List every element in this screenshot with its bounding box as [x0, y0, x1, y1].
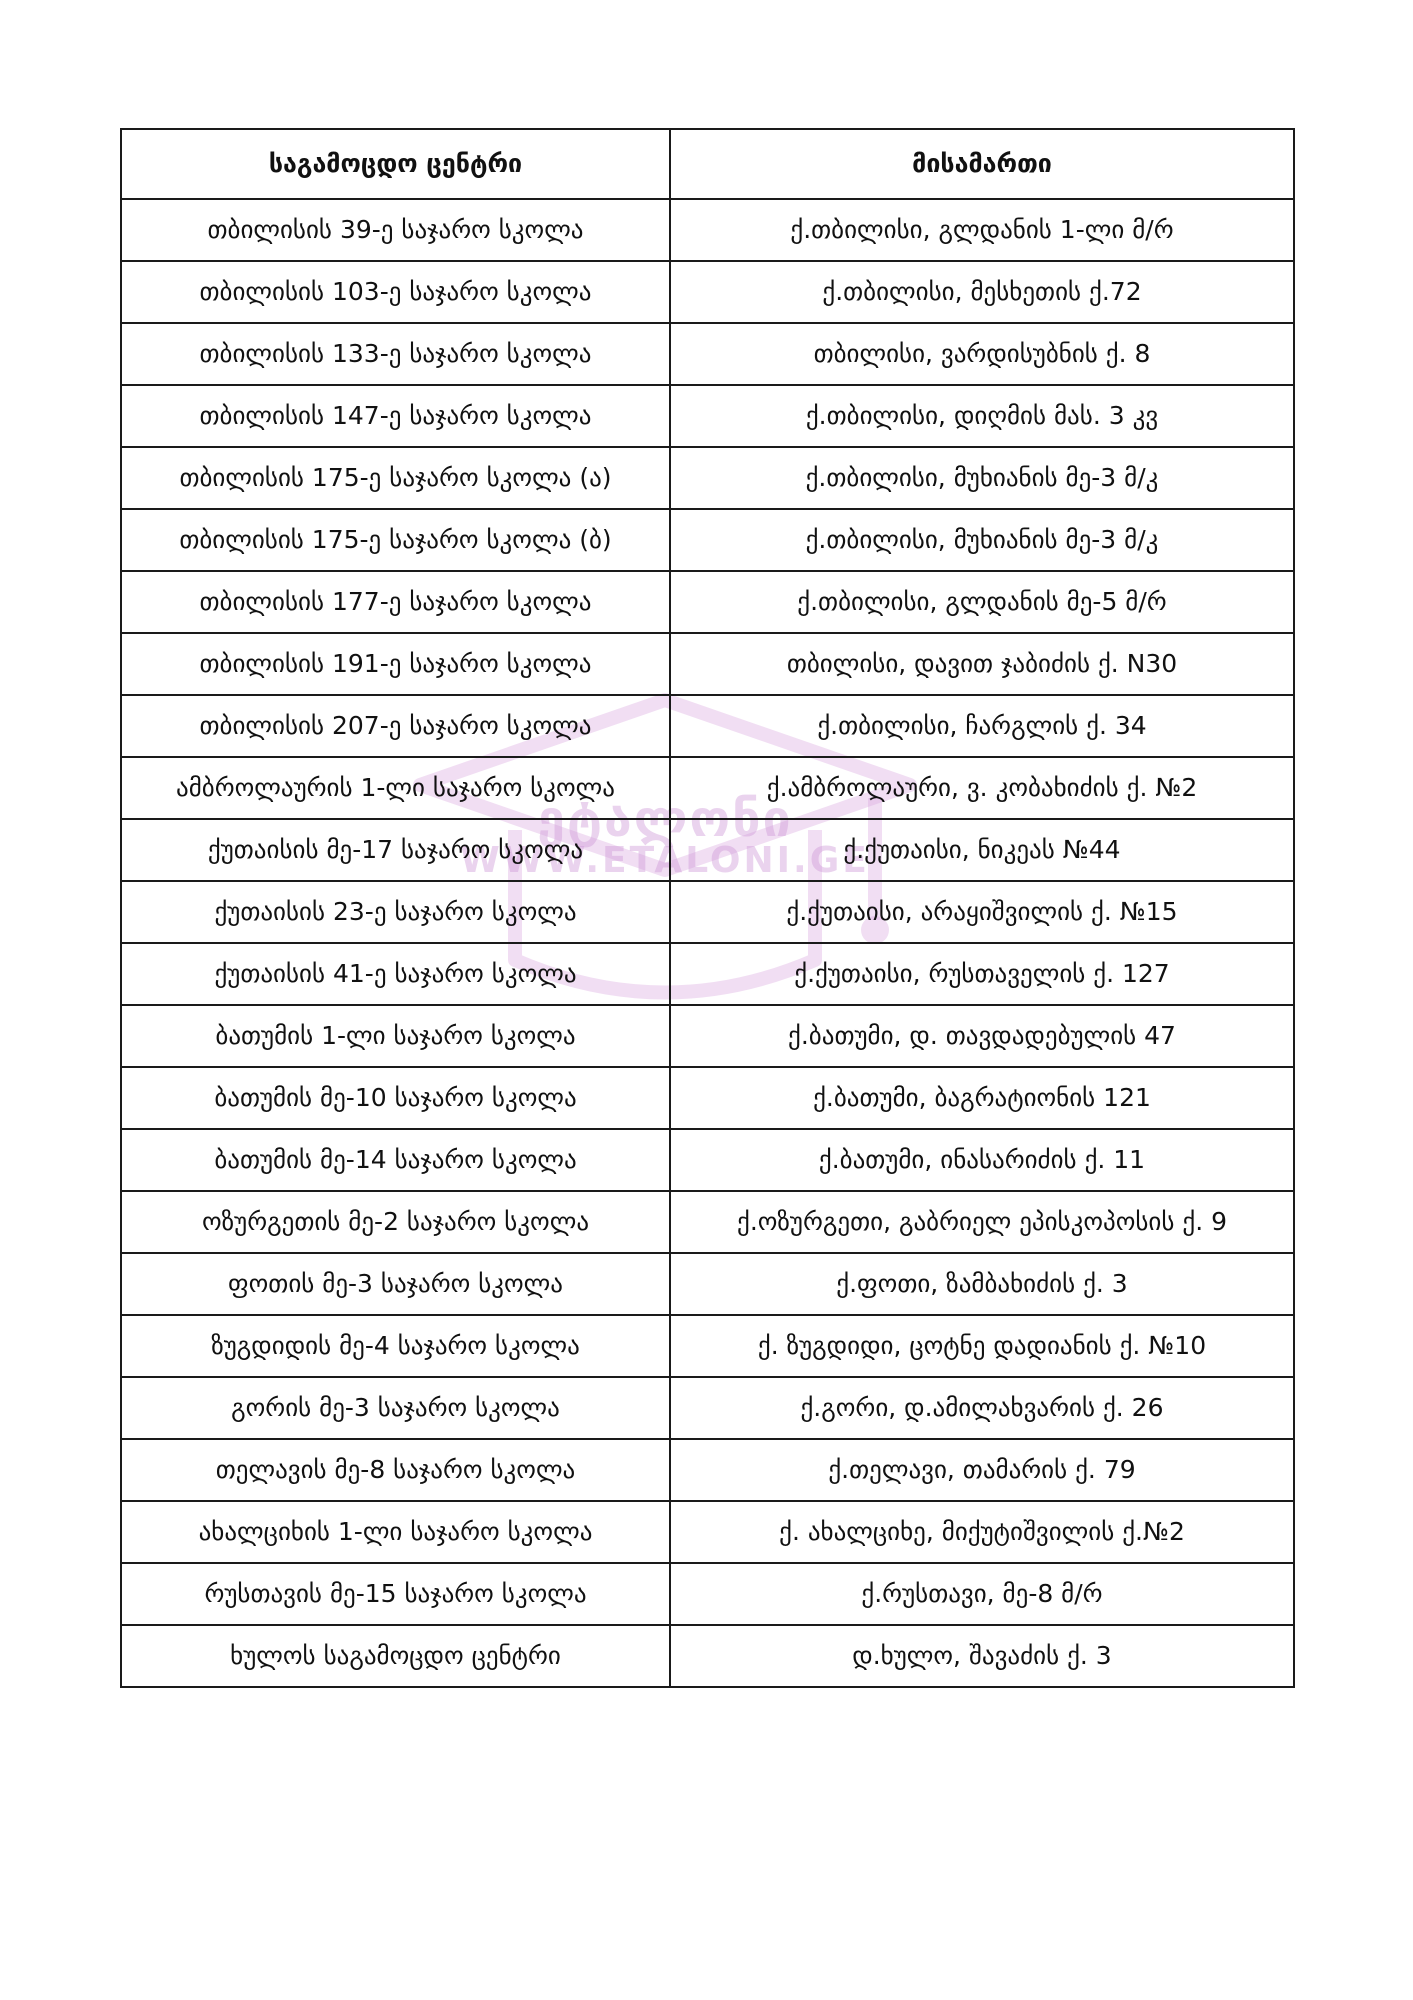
table-row — [121, 819, 1294, 881]
cell-exam-center: რუსთავის მე-15 საჯარო სკოლა — [121, 1563, 670, 1625]
cell-exam-center: ზუგდიდის მე-4 საჯარო სკოლა — [121, 1315, 670, 1377]
cell-address: ქ.ბათუმი, ბაგრატიონის 121 — [670, 1067, 1294, 1129]
cell-exam-center: ამბროლაურის 1-ლი საჯარო სკოლა — [121, 757, 670, 819]
table-row — [121, 1377, 1294, 1439]
cell-address: ქ.ქუთაისი, არაყიშვილის ქ. №15 — [670, 881, 1294, 943]
cell-address: ქ.თელავი, თამარის ქ. 79 — [670, 1439, 1294, 1501]
cell-exam-center: ფოთის მე-3 საჯარო სკოლა — [121, 1253, 670, 1315]
table-row — [121, 633, 1294, 695]
cell-address: თბილისი, დავით ჯაბიძის ქ. N30 — [670, 633, 1294, 695]
table-row — [121, 943, 1294, 1005]
table-row — [121, 1129, 1294, 1191]
table-row — [121, 447, 1294, 509]
cell-address: ქ.რუსთავი, მე-8 მ/რ — [670, 1563, 1294, 1625]
table-row — [121, 571, 1294, 633]
cell-address: ქ.ამბროლაური, ვ. კობახიძის ქ. №2 — [670, 757, 1294, 819]
cell-exam-center: თელავის მე-8 საჯარო სკოლა — [121, 1439, 670, 1501]
cell-address: ქ.ქუთაისი, რუსთაველის ქ. 127 — [670, 943, 1294, 1005]
cell-exam-center: ქუთაისის 23-ე საჯარო სკოლა — [121, 881, 670, 943]
table-row — [121, 1005, 1294, 1067]
table-row — [121, 1625, 1294, 1687]
cell-address: ქ.თბილისი, მესხეთის ქ.72 — [670, 261, 1294, 323]
column-header-address: მისამართი — [670, 129, 1294, 199]
table-row — [121, 1501, 1294, 1563]
cell-exam-center: ახალციხის 1-ლი საჯარო სკოლა — [121, 1501, 670, 1563]
cell-address: ქ. ახალციხე, მიქუტიშვილის ქ.№2 — [670, 1501, 1294, 1563]
cell-address: ქ.თბილისი, გლდანის 1-ლი მ/რ — [670, 199, 1294, 261]
cell-exam-center: ხულოს საგამოცდო ცენტრი — [121, 1625, 670, 1687]
cell-address: ქ.თბილისი, მუხიანის მე-3 მ/კ — [670, 509, 1294, 571]
table-header-row — [121, 129, 1294, 199]
cell-exam-center: თბილისის 175-ე საჯარო სკოლა (ბ) — [121, 509, 670, 571]
cell-exam-center: ბათუმის მე-14 საჯარო სკოლა — [121, 1129, 670, 1191]
table-row — [121, 509, 1294, 571]
exam-centers-table — [120, 128, 1295, 1688]
cell-exam-center: თბილისის 177-ე საჯარო სკოლა — [121, 571, 670, 633]
table-row — [121, 757, 1294, 819]
cell-address: ქ.თბილისი, მუხიანის მე-3 მ/კ — [670, 447, 1294, 509]
column-header-center: საგამოცდო ცენტრი — [121, 129, 670, 199]
cell-address: ქ. ზუგდიდი, ცოტნე დადიანის ქ. №10 — [670, 1315, 1294, 1377]
cell-address: ქ.ბათუმი, დ. თავდადებულის 47 — [670, 1005, 1294, 1067]
cell-exam-center: გორის მე-3 საჯარო სკოლა — [121, 1377, 670, 1439]
cell-exam-center: ოზურგეთის მე-2 საჯარო სკოლა — [121, 1191, 670, 1253]
table-row — [121, 199, 1294, 261]
cell-exam-center: ბათუმის 1-ლი საჯარო სკოლა — [121, 1005, 670, 1067]
cell-address: თბილისი, ვარდისუბნის ქ. 8 — [670, 323, 1294, 385]
cell-address: ქ.ქუთაისი, ნიკეას №44 — [670, 819, 1294, 881]
table-row — [121, 1067, 1294, 1129]
cell-exam-center: ქუთაისის მე-17 საჯარო სკოლა — [121, 819, 670, 881]
table-row — [121, 695, 1294, 757]
table-row — [121, 1253, 1294, 1315]
cell-address: ქ.ფოთი, ზამბახიძის ქ. 3 — [670, 1253, 1294, 1315]
table-row — [121, 1315, 1294, 1377]
cell-exam-center: თბილისის 191-ე საჯარო სკოლა — [121, 633, 670, 695]
cell-address: ქ.ბათუმი, ინასარიძის ქ. 11 — [670, 1129, 1294, 1191]
cell-address: ქ.ოზურგეთი, გაბრიელ ეპისკოპოსის ქ. 9 — [670, 1191, 1294, 1253]
cell-address: ქ.თბილისი, გლდანის მე-5 მ/რ — [670, 571, 1294, 633]
cell-exam-center: თბილისის 133-ე საჯარო სკოლა — [121, 323, 670, 385]
cell-exam-center: ბათუმის მე-10 საჯარო სკოლა — [121, 1067, 670, 1129]
cell-address: ქ.გორი, დ.ამილახვარის ქ. 26 — [670, 1377, 1294, 1439]
cell-exam-center: ქუთაისის 41-ე საჯარო სკოლა — [121, 943, 670, 1005]
cell-exam-center: თბილისის 147-ე საჯარო სკოლა — [121, 385, 670, 447]
table-row — [121, 1191, 1294, 1253]
cell-address: ქ.თბილისი, დიღმის მას. 3 კვ — [670, 385, 1294, 447]
table-row — [121, 1563, 1294, 1625]
watermark-url: WWW.ETALONI.GE — [460, 840, 870, 881]
table-row — [121, 881, 1294, 943]
table-row — [121, 261, 1294, 323]
table-row — [121, 1439, 1294, 1501]
cell-exam-center: თბილისის 175-ე საჯარო სკოლა (ა) — [121, 447, 670, 509]
cell-exam-center: თბილისის 39-ე საჯარო სკოლა — [121, 199, 670, 261]
table-row — [121, 385, 1294, 447]
cell-exam-center: თბილისის 103-ე საჯარო სკოლა — [121, 261, 670, 323]
watermark-brand-name: ეტალონი — [537, 790, 793, 848]
cell-address: ქ.თბილისი, ჩარგლის ქ. 34 — [670, 695, 1294, 757]
table-row — [121, 323, 1294, 385]
cell-address: დ.ხულო, შავაძის ქ. 3 — [670, 1625, 1294, 1687]
cell-exam-center: თბილისის 207-ე საჯარო სკოლა — [121, 695, 670, 757]
table-body — [121, 199, 1294, 1687]
